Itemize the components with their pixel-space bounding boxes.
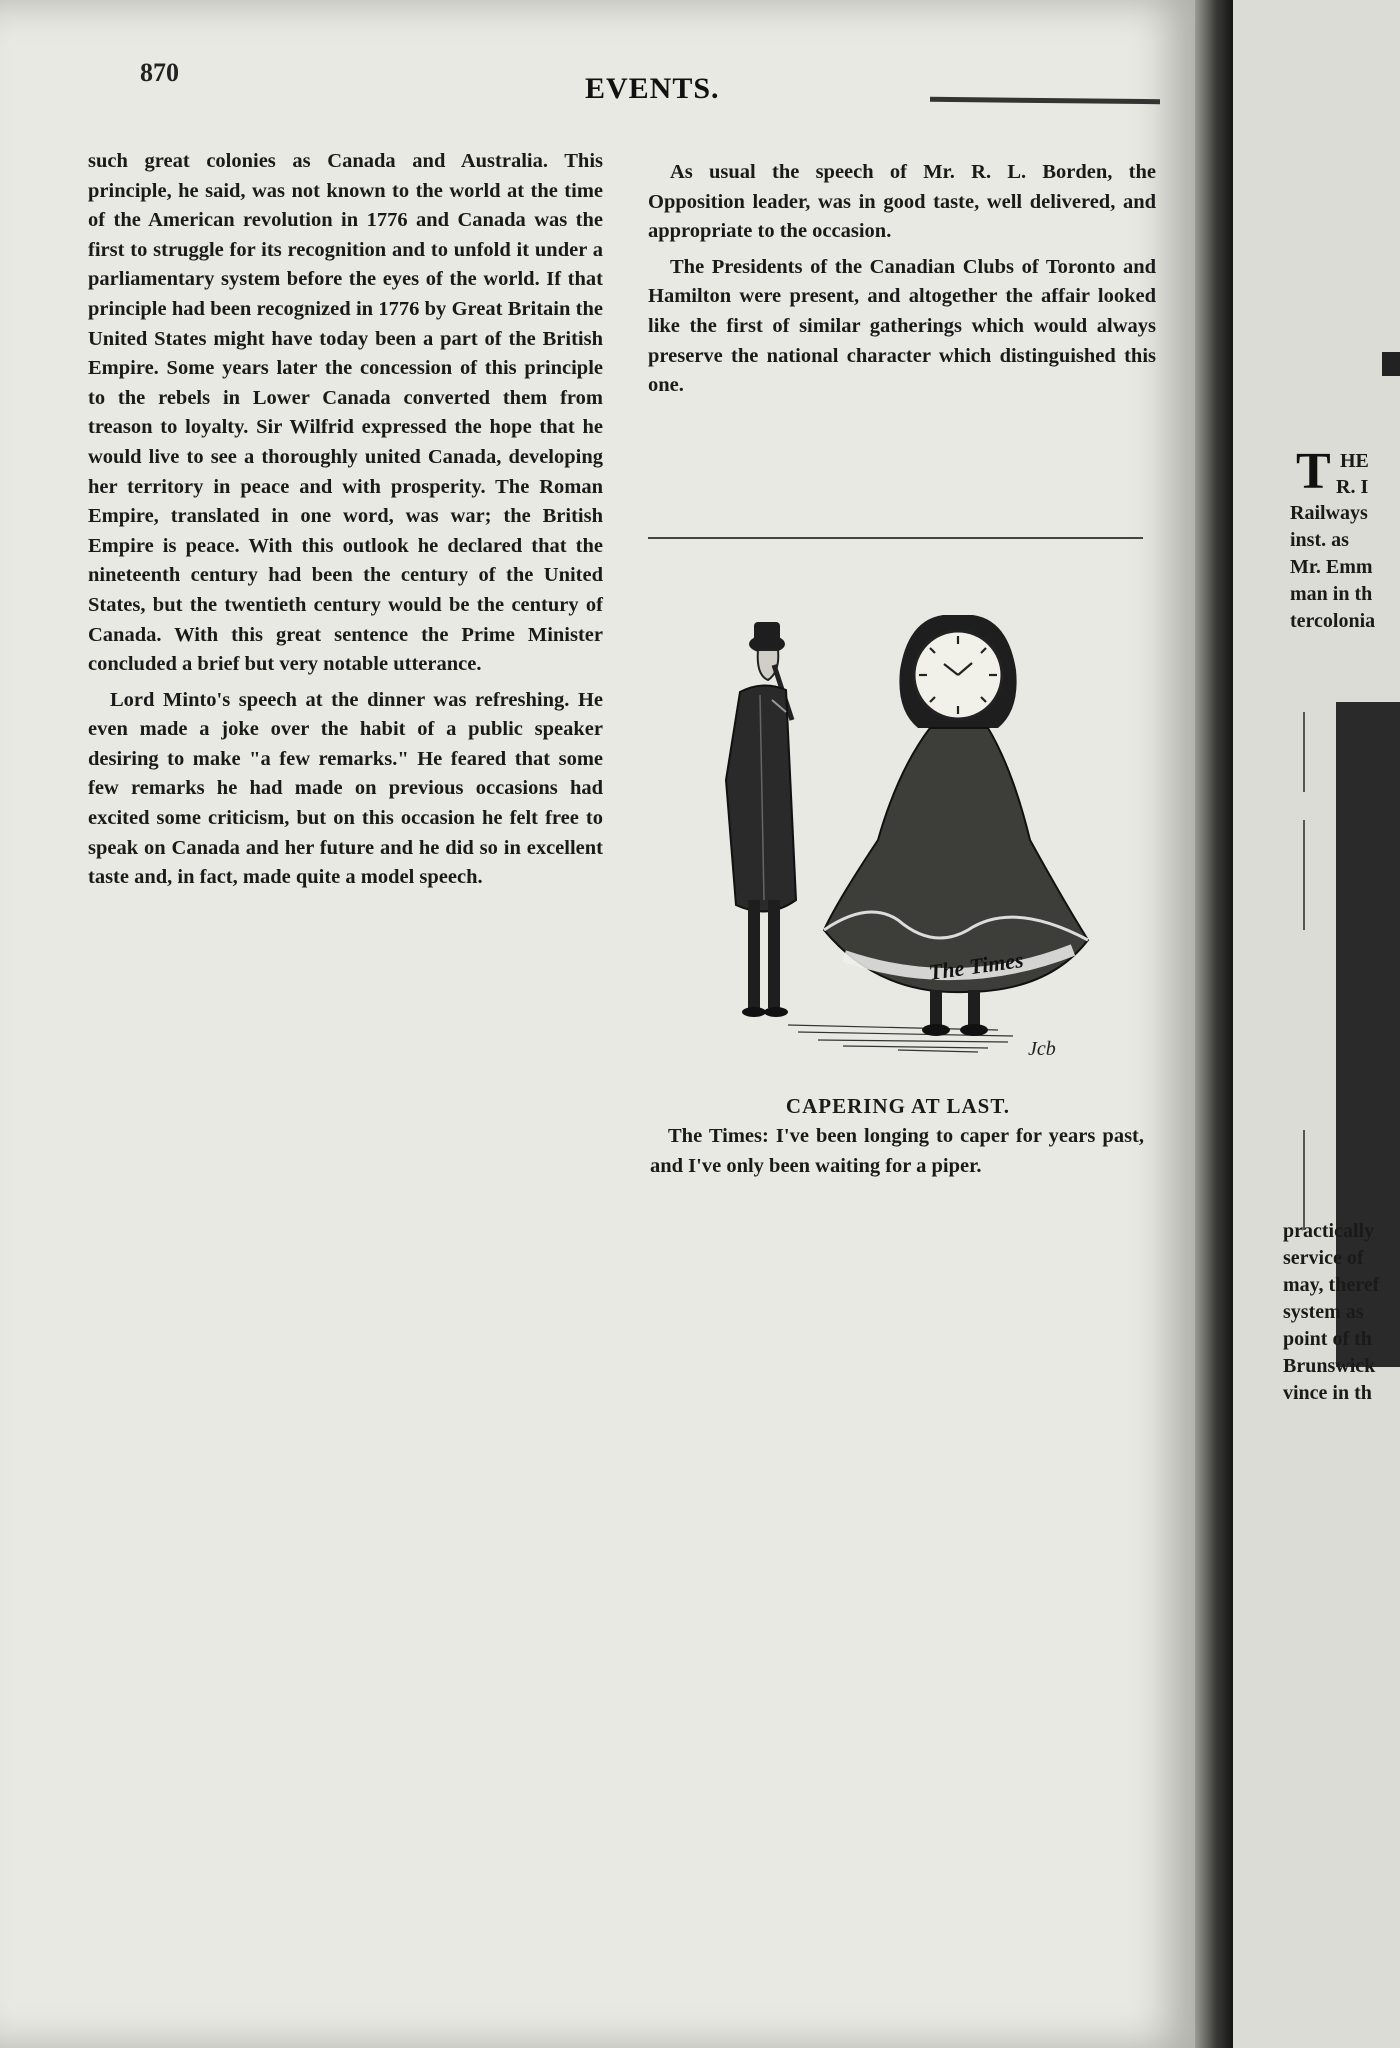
- adjacent-line: R. I: [1336, 476, 1369, 498]
- adjacent-dropcap: T: [1296, 443, 1331, 500]
- adjacent-line: point of th: [1283, 1328, 1372, 1350]
- cartoon-illustration: [668, 600, 1148, 1170]
- page-number: 870: [140, 58, 179, 87]
- adjacent-dash: [1303, 820, 1305, 930]
- adjacent-line: Brunswick: [1283, 1355, 1376, 1377]
- cartoon-caption: [650, 1122, 1144, 1181]
- adjacent-line: tercolonia: [1290, 610, 1376, 632]
- cartoon-signature: Jcb: [1028, 1038, 1056, 1060]
- cartoon-caption-title: CAPERING AT LAST.: [785, 1094, 1011, 1118]
- left-column: [88, 147, 603, 893]
- adjacent-line: practically: [1283, 1220, 1375, 1242]
- adjacent-line: Mr. Emm: [1290, 556, 1373, 578]
- right-paragraph-2: The Presidents of the Canadian Clubs of Toronto and Hamilton were present, and altogether the affair looked like the first of similar gatherings which would always preserve the national character which distinguished this one.: [648, 255, 1156, 397]
- left-paragraph-1: such great colonies as Canada and Australia. This principle, he said, was not known to the world at the time of the American revolution in 1776 and Canada was the first to struggle for its recognition and to unfold it under a parliamentary system before the eyes of the world. If that principle had been recognized in 1776 by Great Britain the United States might have today been a part of the British Empire. Some years later the concession of this principle to the rebels in Lower Canada converted them from treason to loyalty. Sir Wilfrid expressed the hope that he would live to see a thoroughly united Canada, developing her territory in peace and with prosperity. The Roman Empire, translated in one word, was war; the British Empire is peace. With this outlook he declared that the nineteenth century had been the century of the United States, but the twentieth century would be the century of Canada. With this great sentence the Prime Minister concluded a brief but very notable utterance.: [88, 150, 603, 676]
- left-paragraph-2: Lord Minto's speech at the dinner was refreshing. He even made a joke over the habit of a public speaker desiring to make "a few remarks." He feared that some few remarks he had made on previous occasions had excited some criticism, but on this occasion he felt free to speak on Canada and her future and he did so in excellent taste and, in fact, made quite a model speech.: [88, 688, 603, 889]
- right-paragraph-1: As usual the speech of Mr. R. L. Borden, the Opposition leader, was in good taste, well delivered, and appropriate to the occasion.: [648, 161, 1156, 243]
- cartoon-skirt-text: The Times: [927, 946, 1025, 985]
- section-divider: [648, 537, 1143, 539]
- adjacent-line: service of: [1283, 1247, 1364, 1269]
- adjacent-line: man in th: [1290, 583, 1373, 605]
- adjacent-line: Railways: [1290, 502, 1368, 524]
- adjacent-line: vince in th: [1283, 1382, 1372, 1404]
- adjacent-line: inst. as: [1290, 529, 1349, 551]
- page-gutter-shadow: [1195, 0, 1233, 2048]
- times-dancer-figure: [824, 615, 1088, 1036]
- right-column: [648, 158, 1156, 401]
- adjacent-line: HE: [1340, 450, 1369, 472]
- adjacent-line: may, theref: [1283, 1274, 1380, 1296]
- adjacent-dash: [1303, 1130, 1305, 1230]
- piper-figure: [726, 622, 796, 1017]
- cartoon-caption-text: The Times: I've been longing to caper for years past, and I've only been waiting for a piper.: [650, 1125, 1144, 1177]
- adjacent-line: system as: [1283, 1301, 1364, 1323]
- running-header-title: EVENTS.: [585, 72, 720, 105]
- adjacent-page-marker: [1382, 352, 1400, 376]
- adjacent-dash: [1303, 712, 1305, 792]
